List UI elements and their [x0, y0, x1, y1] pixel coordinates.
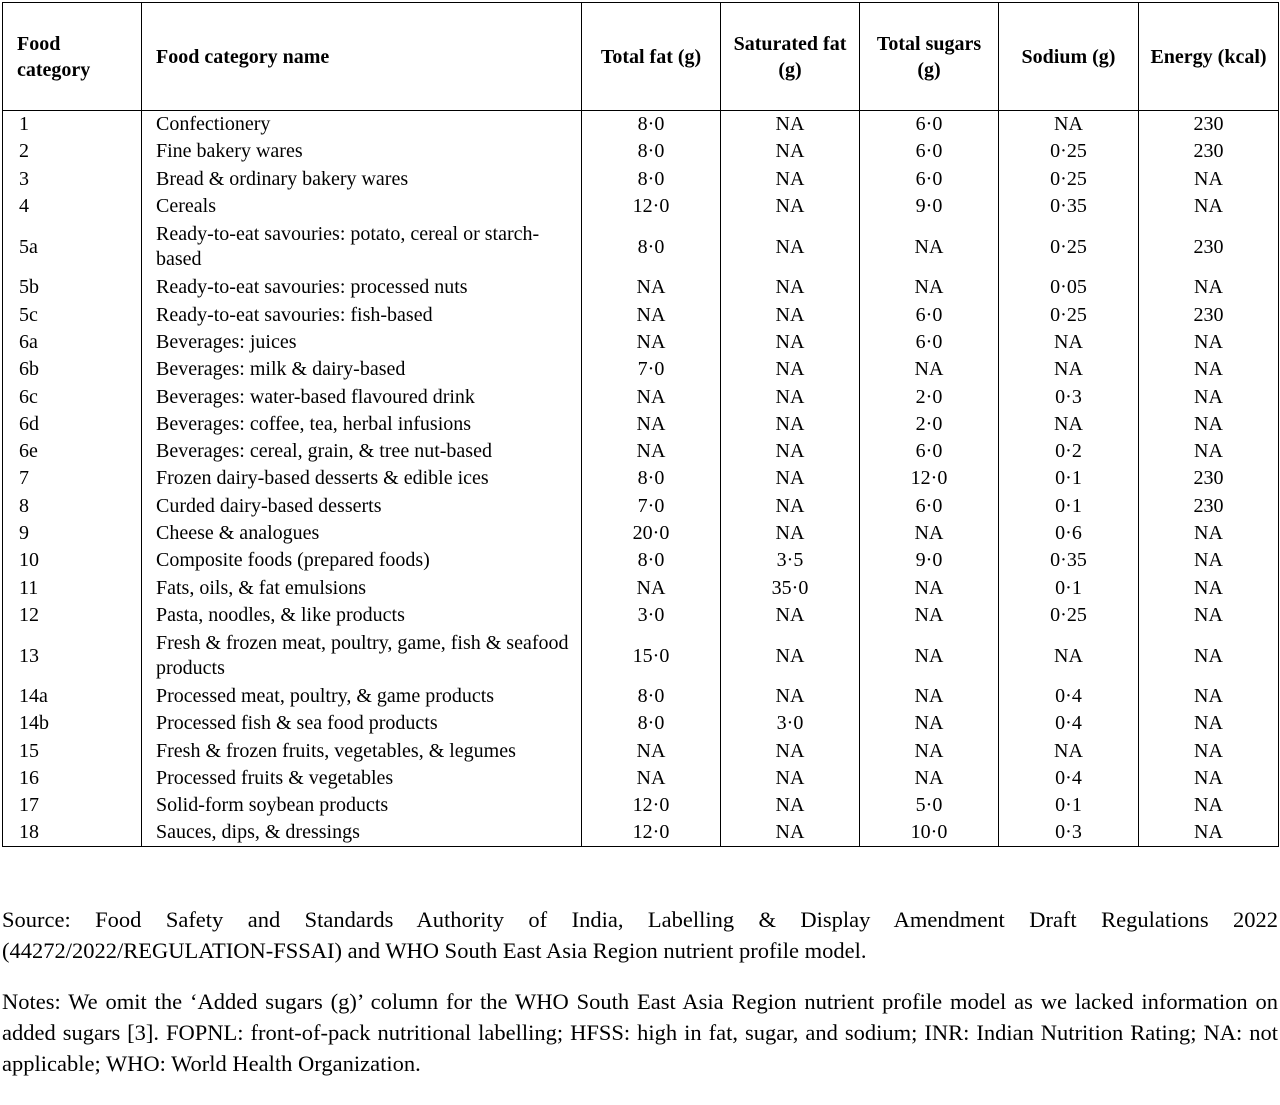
cell-total-sugars: 5·0 — [860, 792, 999, 819]
cell-energy: NA — [1139, 683, 1279, 710]
table-row — [3, 301, 1279, 328]
cell-total-sugars: 6·0 — [860, 492, 999, 519]
cell-sodium: NA — [999, 629, 1139, 683]
cell-sodium: 0·25 — [999, 165, 1139, 192]
table-row — [3, 328, 1279, 355]
header-total-fat: Total fat (g) — [582, 3, 721, 111]
cell-energy: NA — [1139, 737, 1279, 764]
cell-sodium: 0·2 — [999, 437, 1139, 464]
table-row — [3, 819, 1279, 846]
cell-food-category-name: Cheese & analogues — [142, 519, 582, 546]
cell-food-category-name: Fine bakery wares — [142, 138, 582, 165]
cell-total-sugars: 9·0 — [860, 192, 999, 219]
cell-sodium: 0·3 — [999, 383, 1139, 410]
table-row — [3, 519, 1279, 546]
cell-total-sugars: 6·0 — [860, 328, 999, 355]
header-total-sugars: Total sugars (g) — [860, 3, 999, 111]
table-row — [3, 383, 1279, 410]
cell-energy: NA — [1139, 819, 1279, 846]
cell-total-fat: 12·0 — [582, 792, 721, 819]
cell-total-sugars: NA — [860, 710, 999, 737]
cell-food-category-name: Frozen dairy-based desserts & edible ices — [142, 465, 582, 492]
cell-sodium: NA — [999, 328, 1139, 355]
cell-food-category-name: Solid-form soybean products — [142, 792, 582, 819]
cell-sodium: 0·05 — [999, 274, 1139, 301]
cell-sodium: 0·4 — [999, 764, 1139, 791]
cell-total-sugars: NA — [860, 683, 999, 710]
cell-energy: NA — [1139, 383, 1279, 410]
cell-energy: 230 — [1139, 220, 1279, 274]
cell-food-category-name: Cereals — [142, 192, 582, 219]
cell-total-sugars: 2·0 — [860, 383, 999, 410]
cell-total-fat: 3·0 — [582, 601, 721, 628]
cell-food-category-name: Composite foods (prepared foods) — [142, 547, 582, 574]
cell-energy: 230 — [1139, 492, 1279, 519]
table-footnotes — [2, 904, 1278, 1079]
cell-sodium: NA — [999, 111, 1139, 138]
cell-saturated-fat: 3·5 — [721, 547, 860, 574]
cell-total-fat: NA — [582, 437, 721, 464]
cell-total-fat: 8·0 — [582, 220, 721, 274]
cell-food-category-name: Beverages: juices — [142, 328, 582, 355]
cell-energy: 230 — [1139, 138, 1279, 165]
cell-energy: NA — [1139, 792, 1279, 819]
table-row — [3, 465, 1279, 492]
cell-total-sugars: 6·0 — [860, 301, 999, 328]
cell-total-fat: NA — [582, 764, 721, 791]
cell-food-category: 9 — [3, 519, 142, 546]
cell-total-sugars: NA — [860, 629, 999, 683]
cell-sodium: NA — [999, 410, 1139, 437]
cell-saturated-fat: NA — [721, 792, 860, 819]
cell-sodium: 0·6 — [999, 519, 1139, 546]
cell-total-fat: NA — [582, 301, 721, 328]
cell-total-fat: 15·0 — [582, 629, 721, 683]
cell-food-category: 5c — [3, 301, 142, 328]
cell-total-sugars: 12·0 — [860, 465, 999, 492]
cell-food-category: 11 — [3, 574, 142, 601]
cell-food-category: 14a — [3, 683, 142, 710]
cell-food-category: 3 — [3, 165, 142, 192]
cell-food-category-name: Beverages: coffee, tea, herbal infusions — [142, 410, 582, 437]
table-row — [3, 165, 1279, 192]
cell-sodium: 0·35 — [999, 192, 1139, 219]
cell-sodium: 0·1 — [999, 465, 1139, 492]
cell-food-category-name: Curded dairy-based desserts — [142, 492, 582, 519]
cell-energy: NA — [1139, 764, 1279, 791]
cell-saturated-fat: 35·0 — [721, 574, 860, 601]
table-row — [3, 138, 1279, 165]
table-row — [3, 437, 1279, 464]
cell-energy: NA — [1139, 437, 1279, 464]
table-row — [3, 629, 1279, 683]
cell-saturated-fat: NA — [721, 328, 860, 355]
cell-energy: NA — [1139, 356, 1279, 383]
cell-total-sugars: NA — [860, 737, 999, 764]
cell-energy: NA — [1139, 410, 1279, 437]
cell-food-category-name: Beverages: milk & dairy-based — [142, 356, 582, 383]
cell-food-category-name: Processed fish & sea food products — [142, 710, 582, 737]
cell-energy: NA — [1139, 574, 1279, 601]
cell-saturated-fat: NA — [721, 819, 860, 846]
cell-total-fat: 12·0 — [582, 819, 721, 846]
cell-food-category: 5a — [3, 220, 142, 274]
cell-total-sugars: NA — [860, 274, 999, 301]
table-row — [3, 220, 1279, 274]
cell-food-category-name: Ready-to-eat savouries: processed nuts — [142, 274, 582, 301]
cell-food-category-name: Processed fruits & vegetables — [142, 764, 582, 791]
cell-total-sugars: 9·0 — [860, 547, 999, 574]
cell-sodium: 0·4 — [999, 710, 1139, 737]
cell-saturated-fat: NA — [721, 356, 860, 383]
cell-total-fat: 8·0 — [582, 111, 721, 138]
table-row — [3, 683, 1279, 710]
table-row — [3, 547, 1279, 574]
abbreviations-note: Notes: We omit the ‘Added sugars (g)’ column for the WHO South East Asia Region nutrient profile model as we lacked information on added sugars [3]. FOPNL: front-of-pack nutritional labelling; HFSS: high in fat, sugar, and sodium; INR: Indian Nutrition Rating; NA: not applicable; WHO: World Health Organization. — [2, 989, 1278, 1076]
cell-saturated-fat: NA — [721, 492, 860, 519]
cell-total-fat: 8·0 — [582, 138, 721, 165]
cell-saturated-fat: NA — [721, 383, 860, 410]
cell-food-category: 4 — [3, 192, 142, 219]
cell-energy: NA — [1139, 519, 1279, 546]
cell-total-fat: NA — [582, 383, 721, 410]
cell-sodium: 0·25 — [999, 220, 1139, 274]
cell-sodium: 0·25 — [999, 138, 1139, 165]
cell-saturated-fat: NA — [721, 274, 860, 301]
table-row — [3, 601, 1279, 628]
cell-food-category: 1 — [3, 111, 142, 138]
cell-food-category-name: Ready-to-eat savouries: potato, cereal or starch-based — [142, 220, 582, 274]
cell-food-category-name: Fresh & frozen fruits, vegetables, & legumes — [142, 737, 582, 764]
cell-total-fat: NA — [582, 274, 721, 301]
cell-total-fat: NA — [582, 410, 721, 437]
cell-saturated-fat: NA — [721, 410, 860, 437]
cell-sodium: 0·1 — [999, 792, 1139, 819]
cell-food-category-name: Ready-to-eat savouries: fish-based — [142, 301, 582, 328]
cell-saturated-fat: NA — [721, 138, 860, 165]
table-row — [3, 710, 1279, 737]
cell-sodium: 0·1 — [999, 574, 1139, 601]
cell-food-category: 6b — [3, 356, 142, 383]
cell-food-category: 18 — [3, 819, 142, 846]
cell-sodium: 0·25 — [999, 301, 1139, 328]
cell-saturated-fat: 3·0 — [721, 710, 860, 737]
cell-total-sugars: NA — [860, 574, 999, 601]
cell-food-category: 2 — [3, 138, 142, 165]
cell-food-category: 5b — [3, 274, 142, 301]
cell-food-category: 12 — [3, 601, 142, 628]
cell-total-sugars: NA — [860, 519, 999, 546]
header-food-category: Food category — [3, 3, 142, 111]
cell-total-fat: NA — [582, 574, 721, 601]
cell-total-sugars: 6·0 — [860, 165, 999, 192]
cell-energy: NA — [1139, 601, 1279, 628]
cell-total-fat: 8·0 — [582, 165, 721, 192]
cell-food-category: 6a — [3, 328, 142, 355]
cell-total-sugars: 6·0 — [860, 138, 999, 165]
cell-food-category-name: Beverages: cereal, grain, & tree nut-based — [142, 437, 582, 464]
header-energy: Energy (kcal) — [1139, 3, 1279, 111]
cell-total-sugars: NA — [860, 220, 999, 274]
cell-food-category-name: Bread & ordinary bakery wares — [142, 165, 582, 192]
cell-total-fat: NA — [582, 328, 721, 355]
cell-total-sugars: 10·0 — [860, 819, 999, 846]
table-row — [3, 356, 1279, 383]
table-row — [3, 274, 1279, 301]
cell-saturated-fat: NA — [721, 220, 860, 274]
cell-sodium: 0·1 — [999, 492, 1139, 519]
header-sodium: Sodium (g) — [999, 3, 1139, 111]
table-row — [3, 111, 1279, 138]
cell-food-category-name: Sauces, dips, & dressings — [142, 819, 582, 846]
cell-sodium: 0·25 — [999, 601, 1139, 628]
cell-sodium: NA — [999, 737, 1139, 764]
table-row — [3, 492, 1279, 519]
cell-food-category: 6e — [3, 437, 142, 464]
header-food-category-name: Food category name — [142, 3, 582, 111]
nutrient-thresholds-table — [2, 2, 1279, 847]
cell-saturated-fat: NA — [721, 519, 860, 546]
cell-food-category: 14b — [3, 710, 142, 737]
cell-total-fat: 8·0 — [582, 710, 721, 737]
cell-saturated-fat: NA — [721, 465, 860, 492]
cell-energy: NA — [1139, 192, 1279, 219]
table-row — [3, 737, 1279, 764]
cell-total-fat: 8·0 — [582, 465, 721, 492]
cell-sodium: NA — [999, 356, 1139, 383]
cell-food-category: 16 — [3, 764, 142, 791]
cell-energy: 230 — [1139, 465, 1279, 492]
cell-energy: NA — [1139, 710, 1279, 737]
cell-sodium: 0·35 — [999, 547, 1139, 574]
table-row — [3, 410, 1279, 437]
cell-food-category: 17 — [3, 792, 142, 819]
cell-food-category-name: Pasta, noodles, & like products — [142, 601, 582, 628]
cell-saturated-fat: NA — [721, 629, 860, 683]
cell-food-category: 8 — [3, 492, 142, 519]
cell-total-sugars: NA — [860, 356, 999, 383]
header-saturated-fat: Saturated fat (g) — [721, 3, 860, 111]
table-row — [3, 192, 1279, 219]
table-row — [3, 764, 1279, 791]
cell-food-category-name: Processed meat, poultry, & game products — [142, 683, 582, 710]
cell-energy: NA — [1139, 629, 1279, 683]
cell-total-fat: 20·0 — [582, 519, 721, 546]
cell-saturated-fat: NA — [721, 301, 860, 328]
cell-total-fat: 8·0 — [582, 547, 721, 574]
cell-food-category: 6d — [3, 410, 142, 437]
cell-total-sugars: 2·0 — [860, 410, 999, 437]
cell-food-category-name: Confectionery — [142, 111, 582, 138]
cell-total-sugars: NA — [860, 764, 999, 791]
table-header-row — [3, 3, 1279, 111]
cell-total-fat: 12·0 — [582, 192, 721, 219]
cell-saturated-fat: NA — [721, 111, 860, 138]
table-row — [3, 574, 1279, 601]
cell-energy: NA — [1139, 547, 1279, 574]
cell-energy: NA — [1139, 328, 1279, 355]
cell-food-category: 15 — [3, 737, 142, 764]
cell-total-sugars: 6·0 — [860, 111, 999, 138]
cell-saturated-fat: NA — [721, 601, 860, 628]
cell-saturated-fat: NA — [721, 192, 860, 219]
cell-sodium: 0·3 — [999, 819, 1139, 846]
cell-saturated-fat: NA — [721, 764, 860, 791]
cell-food-category-name: Beverages: water-based flavoured drink — [142, 383, 582, 410]
cell-energy: 230 — [1139, 301, 1279, 328]
cell-food-category: 6c — [3, 383, 142, 410]
cell-total-fat: NA — [582, 737, 721, 764]
cell-saturated-fat: NA — [721, 683, 860, 710]
cell-saturated-fat: NA — [721, 737, 860, 764]
cell-total-sugars: NA — [860, 601, 999, 628]
cell-food-category: 13 — [3, 629, 142, 683]
cell-sodium: 0·4 — [999, 683, 1139, 710]
table-body — [3, 111, 1279, 847]
cell-food-category: 7 — [3, 465, 142, 492]
cell-total-fat: 8·0 — [582, 683, 721, 710]
cell-energy: 230 — [1139, 111, 1279, 138]
table-row — [3, 792, 1279, 819]
cell-energy: NA — [1139, 274, 1279, 301]
cell-food-category: 10 — [3, 547, 142, 574]
cell-saturated-fat: NA — [721, 437, 860, 464]
cell-total-fat: 7·0 — [582, 492, 721, 519]
cell-total-fat: 7·0 — [582, 356, 721, 383]
cell-saturated-fat: NA — [721, 165, 860, 192]
cell-total-sugars: 6·0 — [860, 437, 999, 464]
source-note: Source: Food Safety and Standards Authority of India, Labelling & Display Amendment Draft Regulations 2022 (44272/2022/REGULATION-FSSAI) and WHO South East Asia Region nutrient profile model. — [2, 907, 1278, 963]
cell-energy: NA — [1139, 165, 1279, 192]
cell-food-category-name: Fats, oils, & fat emulsions — [142, 574, 582, 601]
cell-food-category-name: Fresh & frozen meat, poultry, game, fish & seafood products — [142, 629, 582, 683]
